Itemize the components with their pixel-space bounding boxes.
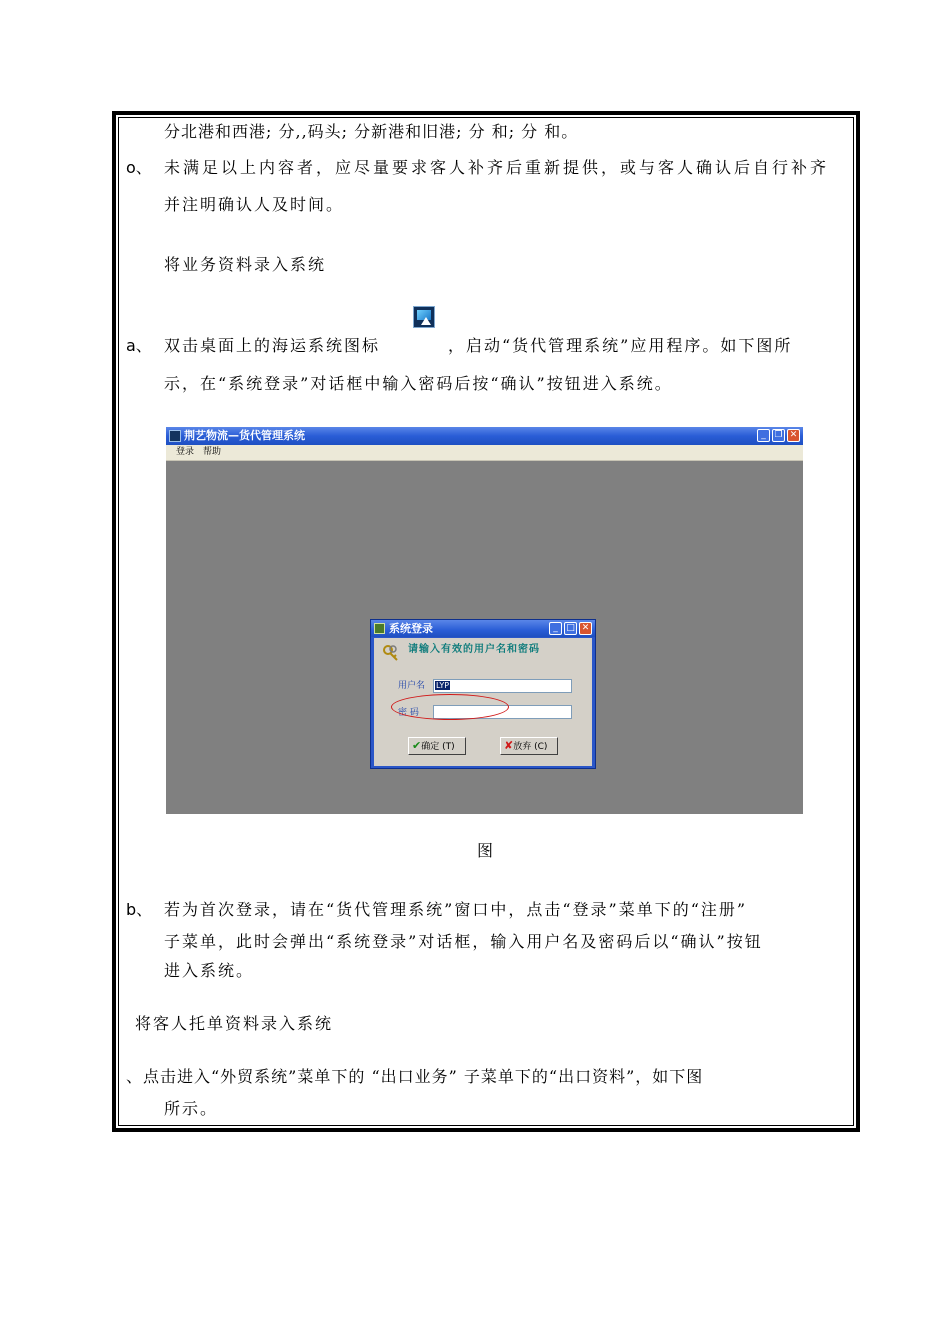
login-dialog	[370, 619, 596, 769]
checkmark-icon: ✔	[412, 739, 422, 752]
text-line-c-1: 、点击进入“外贸系统”菜单下的 “出口业务” 子菜单下的“出口资料”，如下图	[126, 1067, 704, 1086]
keys-icon	[382, 644, 400, 662]
section-heading-business-entry: 将业务资料录入系统	[164, 255, 327, 274]
ok-label: 确定 (T)	[421, 742, 455, 752]
text-line-a-2: 示，在“系统登录”对话框中输入密码后按“确认”按钮进入系统。	[164, 374, 673, 393]
dialog-maximize-icon[interactable]: □	[564, 622, 577, 635]
dialog-titlebar	[371, 620, 595, 637]
sea-freight-app-icon	[413, 306, 435, 328]
app-icon	[169, 430, 181, 442]
dialog-minimize-icon[interactable]: _	[549, 622, 562, 635]
list-marker-a: a、	[126, 336, 152, 355]
text-line-ports: 分北港和西港; 分,,码头; 分新港和旧港; 分 和; 分 和。	[164, 122, 579, 141]
text-line-c-2: 所示。	[164, 1099, 219, 1118]
text-line-b-1	[164, 899, 845, 921]
menu-bar	[166, 445, 803, 461]
app-window-screenshot	[166, 427, 803, 814]
username-value: LYP	[436, 681, 450, 690]
window-titlebar	[166, 427, 803, 445]
minimize-icon[interactable]: _	[757, 429, 770, 442]
dialog-app-icon	[374, 623, 385, 634]
text-a-post: ，启动“货代管理系统”应用程序。如下图所	[448, 336, 793, 355]
text-line-o-1	[164, 157, 845, 179]
username-field[interactable]	[433, 679, 572, 693]
list-marker-b: b、	[126, 900, 153, 919]
text-b-1: 若为首次登录，请在“货代管理系统”窗口中，点击“登录”菜单下的“注册”	[164, 900, 748, 919]
password-label: 密 码	[398, 708, 419, 718]
text-line-o-2: 并注明确认人及时间。	[164, 195, 345, 214]
text-line-b-2	[164, 931, 845, 953]
username-label: 用户名	[398, 681, 426, 691]
menu-help[interactable]: 帮助	[203, 447, 222, 457]
dialog-close-icon[interactable]: ✕	[579, 622, 592, 635]
close-icon[interactable]: ✕	[787, 429, 800, 442]
login-prompt: 请输入有效的用户名和密码	[408, 644, 540, 655]
dialog-title: 系统登录	[389, 622, 433, 635]
ok-button[interactable]	[408, 737, 466, 755]
figure-caption: 图	[477, 841, 496, 860]
text-b-2: 子菜单，此时会弹出“系统登录”对话框，输入用户名及密码后以“确认”按钮	[164, 932, 763, 951]
dialog-body	[374, 638, 592, 766]
list-marker-o: o、	[126, 158, 152, 177]
cancel-label: 放弃 (C)	[513, 742, 548, 752]
section-heading-order-entry: 将客人托单资料录入系统	[135, 1014, 334, 1033]
text-a-pre: 双击桌面上的海运系统图标	[164, 336, 381, 355]
window-title: 荆艺物流—货代管理系统	[184, 429, 305, 442]
cross-icon: ✘	[504, 739, 514, 752]
text-line-b-3: 进入系统。	[164, 961, 255, 980]
highlight-oval	[391, 694, 509, 720]
text-o-1: 未满足以上内容者，应尽量要求客人补齐后重新提供，或与客人确认后自行补齐	[164, 158, 830, 177]
menu-login[interactable]: 登录	[176, 447, 195, 457]
cancel-button[interactable]	[500, 737, 558, 755]
mdi-client-area	[166, 461, 803, 814]
restore-icon[interactable]: ❐	[772, 429, 785, 442]
